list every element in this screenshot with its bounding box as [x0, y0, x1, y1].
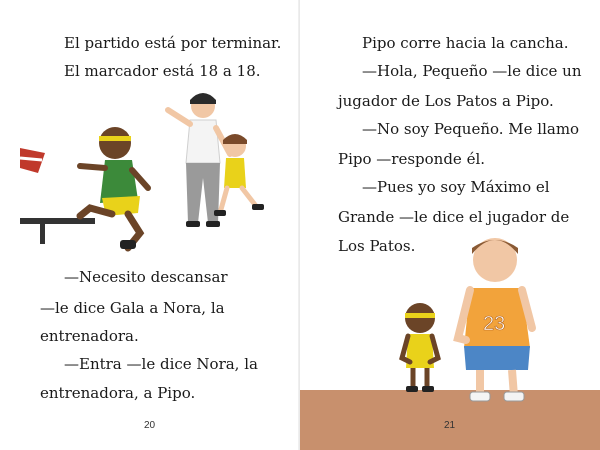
right-text-line-5: Pipo —responde él.	[338, 150, 486, 168]
left-illustration	[20, 88, 280, 253]
left-text-line-6: —Entra —le dice Nora, la	[64, 355, 258, 373]
right-illustration	[380, 228, 560, 408]
right-text-line-4: —No soy Pequeño. Me llamo	[362, 120, 580, 138]
page-number-left: 20	[144, 420, 156, 431]
right-text-line-6: —Pues yo soy Máximo el	[362, 178, 550, 196]
left-text-line-7: entrenadora, a Pipo.	[40, 384, 196, 402]
right-text-line-2: —Hola, Pequeño —le dice un	[362, 62, 582, 80]
right-text-line-8: Los Patos.	[338, 237, 416, 255]
left-text-line-5: entrenadora.	[40, 327, 139, 345]
jersey-number: 23	[483, 313, 506, 335]
left-text-line-3: —Necesito descansar	[64, 268, 228, 286]
right-text-line-3: jugador de Los Patos a Pipo.	[338, 92, 554, 110]
right-text-line-7: Grande —le dice el jugador de	[338, 208, 570, 226]
left-text-line-4: —le dice Gala a Nora, la	[40, 299, 225, 317]
page-number-right: 21	[444, 420, 456, 431]
right-text-line-1: Pipo corre hacia la cancha.	[362, 34, 569, 52]
left-text-line-2: El marcador está 18 a 18.	[64, 62, 261, 80]
left-text-line-1: El partido está por terminar.	[64, 34, 282, 52]
